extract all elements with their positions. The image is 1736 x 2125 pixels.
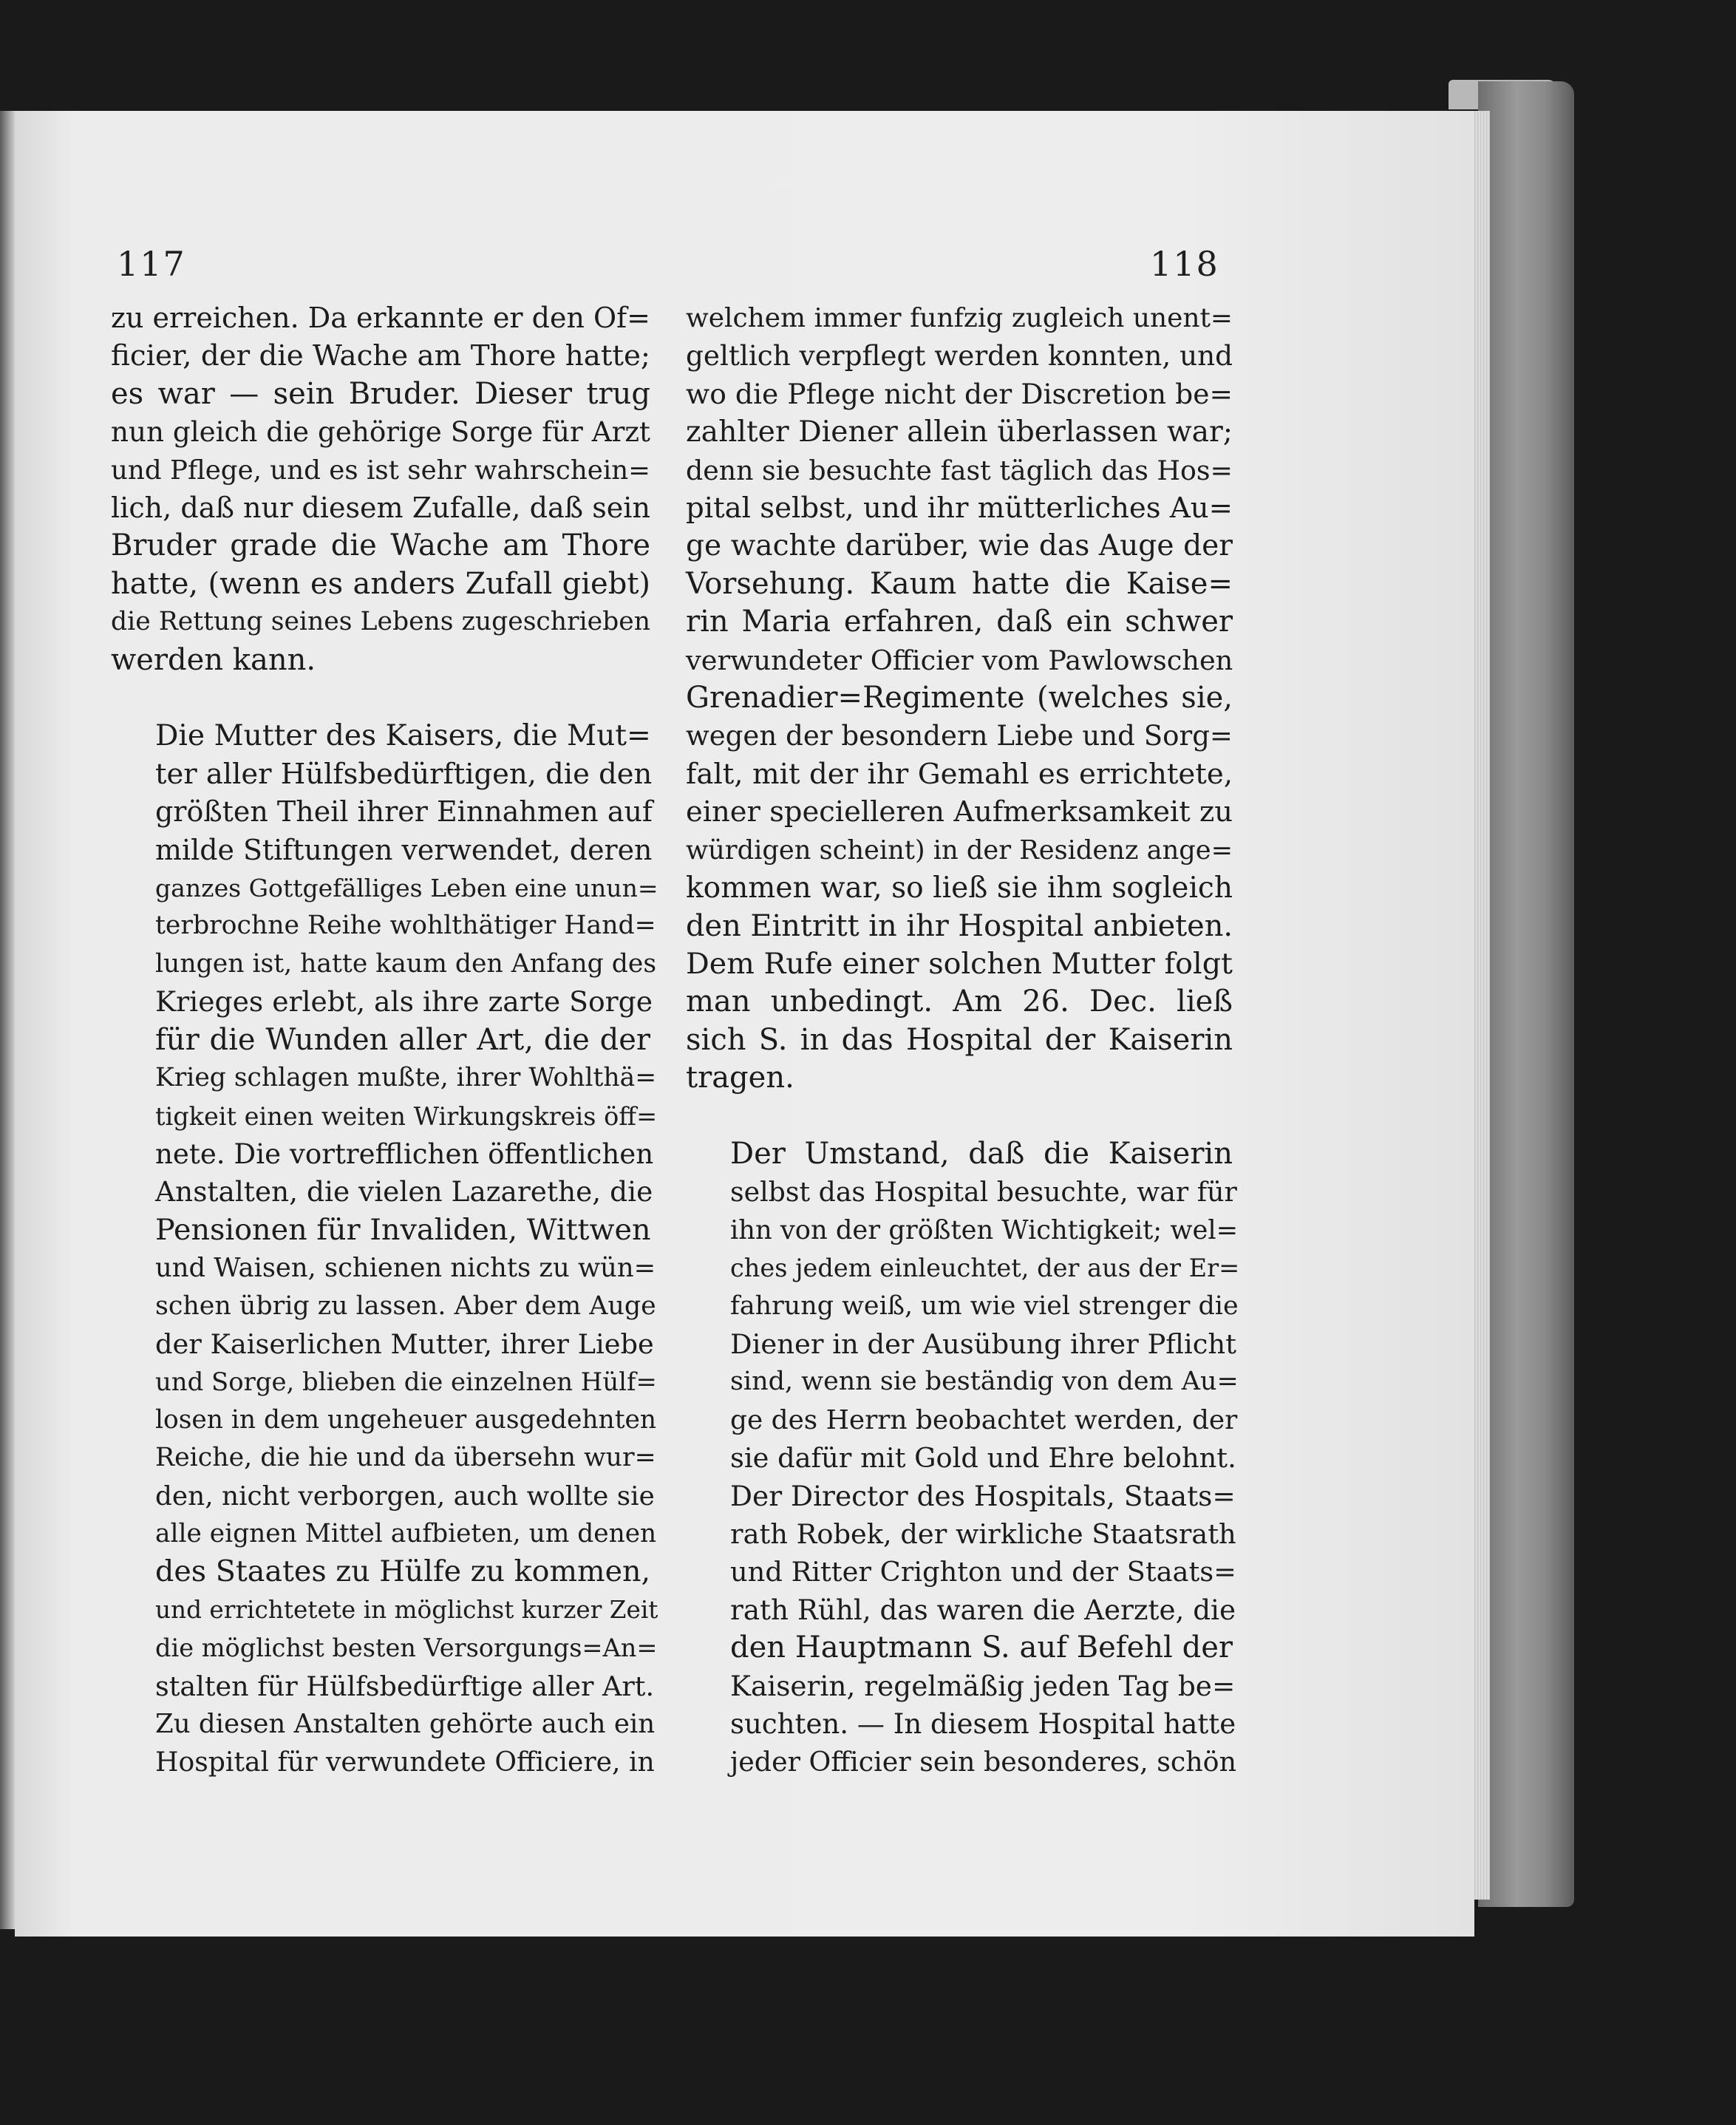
text-line: den, nicht verborgen, auch wollte sie [155, 1480, 655, 1512]
text-line: man unbedingt. Am 26. Dec. ließ [686, 985, 1233, 1019]
book-board [1478, 81, 1574, 1907]
text-line: den Hauptmann S. auf Befehl der [730, 1631, 1233, 1665]
text-line: Bruder grade die Wache am Thore [111, 528, 650, 563]
page-number-left: 117 [117, 244, 186, 284]
text-line: wegen der besondern Liebe und Sorg= [686, 720, 1233, 752]
text-line: denn sie besuchte fast täglich das Hos= [686, 454, 1233, 486]
text-line: Reiche, die hie und da übersehn wur= [155, 1443, 656, 1473]
text-line: ihn von der größten Wichtigkeit; wel= [730, 1214, 1239, 1245]
text-line: nete. Die vortrefflichen öffentlichen [155, 1138, 654, 1170]
text-line: einer specielleren Aufmerksamkeit zu [686, 795, 1233, 829]
text-line: rin Maria erfahren, daß ein schwer [686, 605, 1233, 639]
text-line: Krieg schlagen mußte, ihrer Wohlthä= [155, 1063, 657, 1093]
text-line: stalten für Hülfsbedürftige aller Art. [155, 1670, 655, 1702]
left-text-column [111, 299, 658, 1781]
left-paragraph-1 [111, 299, 650, 679]
text-line: ter aller Hülfsbedürftigen, die den [155, 757, 653, 791]
text-line: selbst das Hospital besuchte, war für [730, 1176, 1237, 1208]
text-line: und errichtetete in möglichst kurzer Zeit [155, 1595, 658, 1624]
text-line: Der Director des Hospitals, Staats= [730, 1479, 1236, 1512]
text-line: es war — sein Bruder. Dieser trug [111, 376, 650, 411]
right-paragraph-1 [686, 299, 1233, 1098]
text-line: für die Wunden aller Art, die der [155, 1022, 650, 1057]
text-line: größten Theil ihrer Einnahmen auf [155, 795, 653, 829]
text-line: Dem Rufe einer solchen Mutter folgt [686, 946, 1233, 981]
text-line: schen übrig zu lassen. Aber dem Auge [155, 1291, 656, 1321]
text-line: Anstalten, die vielen Lazarethe, die [155, 1175, 653, 1208]
text-line: Die Mutter des Kaisers, die Mut= [155, 719, 651, 753]
text-line: falt, mit der ihr Gemahl es errichtete, [686, 757, 1233, 791]
text-line: Hospital für verwundete Officiere, in [155, 1746, 655, 1778]
text-line: jeder Officier sein besonderes, schön [730, 1746, 1236, 1778]
text-line: fahrung weiß, um wie viel strenger die [730, 1291, 1239, 1321]
text-line: ge wachte darüber, wie das Auge der [686, 529, 1233, 563]
text-line: und Waisen, schienen nichts zu wün= [155, 1253, 656, 1284]
text-line: rath Robek, der wirkliche Staatsrath [730, 1517, 1236, 1550]
text-line: tragen. [686, 1061, 794, 1095]
text-line: Kaiserin, regelmäßig jeden Tag be= [730, 1669, 1236, 1702]
text-line: ge des Herrn beobachtet werden, der [730, 1404, 1238, 1435]
text-line: Vorsehung. Kaum hatte die Kaise= [686, 566, 1233, 601]
text-line: wo die Pflege nicht der Discretion be= [686, 377, 1233, 410]
text-line: suchten. — In diesem Hospital hatte [730, 1708, 1236, 1741]
text-line: sich S. in das Hospital der Kaiserin [686, 1022, 1233, 1057]
text-line: würdigen scheint) in der Residenz ange= [686, 834, 1233, 866]
text-line: und Pflege, und es ist sehr wahrschein= [111, 455, 650, 486]
text-line: Der Umstand, daß die Kaiserin [730, 1136, 1233, 1171]
text-line: Krieges erlebt, als ihre zarte Sorge [155, 985, 653, 1019]
text-line: verwundeter Officier vom Pawlowschen [686, 644, 1233, 676]
page-number-right: 118 [1150, 244, 1219, 284]
text-line: Pensionen für Invaliden, Wittwen [155, 1212, 651, 1247]
text-line: ficier, der die Wache am Thore hatte; [111, 339, 650, 373]
text-line: zu erreichen. Da erkannte er den Of= [111, 302, 650, 334]
text-line: den Eintritt in ihr Hospital anbieten. [686, 908, 1233, 943]
text-line: losen in dem ungeheuer ausgedehnten [155, 1404, 657, 1435]
right-text-column [686, 299, 1240, 1781]
text-line: werden kann. [111, 642, 316, 677]
text-line: hatte, (wenn es anders Zufall giebt) [111, 566, 650, 601]
text-line: ganzes Gottgefälliges Leben eine unun= [155, 874, 658, 903]
text-line: ches jedem einleuchtet, der aus der Er= [730, 1254, 1240, 1283]
text-line: milde Stiftungen verwendet, deren [155, 833, 653, 866]
text-line: des Staates zu Hülfe zu kommen, [155, 1554, 651, 1589]
text-line: welchem immer funfzig zugleich unent= [686, 303, 1233, 333]
text-line: und Sorge, blieben die einzelnen Hülf= [155, 1367, 657, 1397]
text-line: Grenadier=Regimente (welches sie, [686, 681, 1233, 715]
text-line: kommen war, so ließ sie ihm sogleich [686, 871, 1233, 905]
text-line: pital selbst, und ihr mütterliches Au= [686, 492, 1233, 526]
text-line: tigkeit einen weiten Wirkungskreis öff= [155, 1101, 658, 1131]
text-line: Zu diesen Anstalten gehörte auch ein [155, 1709, 656, 1740]
text-line: geltlich verpflegt werden konnten, und [686, 339, 1233, 373]
text-line: zahlter Diener allein überlassen war; [686, 415, 1233, 449]
text-line: Diener in der Ausübung ihrer Pflicht [730, 1327, 1236, 1360]
text-line: und Ritter Crighton und der Staats= [730, 1556, 1236, 1588]
text-line: lungen ist, hatte kaum den Anfang des [155, 948, 657, 979]
left-page-edge [0, 111, 15, 1929]
text-line: terbrochne Reihe wohlthätiger Hand= [155, 911, 656, 941]
text-line: die Rettung seines Lebens zugeschrieben [111, 607, 650, 637]
text-line: die möglichst besten Versorgungs=An= [155, 1633, 658, 1663]
text-line: lich, daß nur diesem Zufalle, daß sein [111, 492, 650, 525]
text-line: alle eignen Mittel aufbieten, um denen [155, 1518, 657, 1548]
text-line: der Kaiserlichen Mutter, ihrer Liebe [155, 1327, 654, 1360]
text-line: rath Rühl, das waren die Aerzte, die [730, 1593, 1236, 1626]
text-line: sind, wenn sie beständig von dem Au= [730, 1367, 1239, 1397]
right-paragraph-2 [686, 1135, 1240, 1781]
left-paragraph-2 [111, 717, 658, 1781]
text-line: sie dafür mit Gold und Ehre belohnt. [730, 1442, 1236, 1475]
text-line: nun gleich die gehörige Sorge für Arzt [111, 415, 650, 449]
